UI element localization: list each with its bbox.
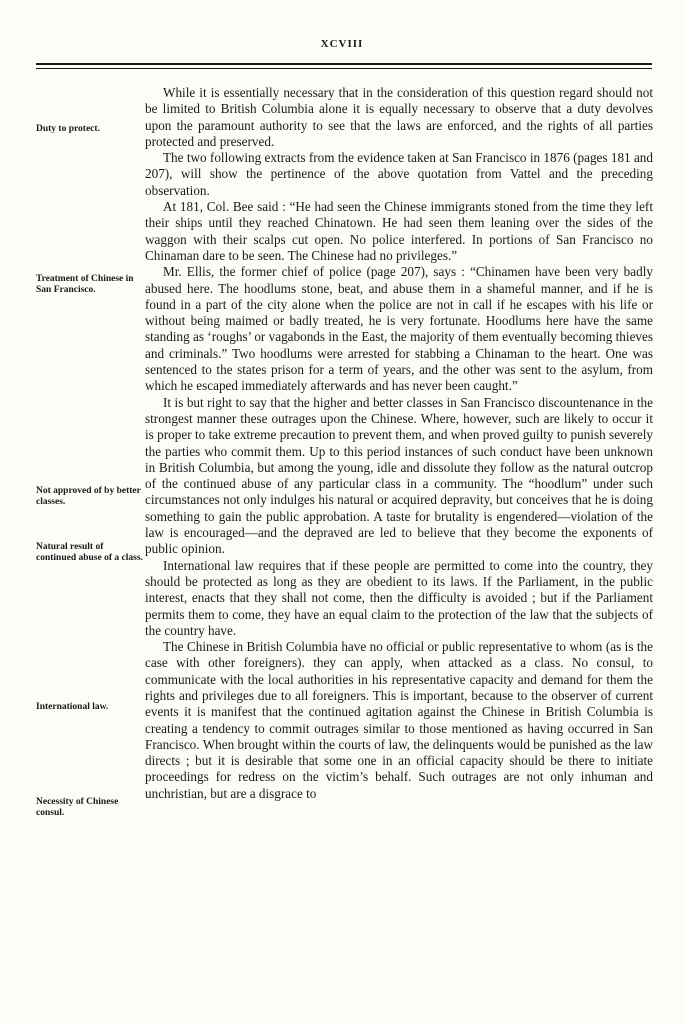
paragraph-international-law: International law requires that if these people are permitted to come into the country, they should be protected as long as they are obedient to its laws. If the Parliament, in the public interest, enacts that they shall not come, then the difficulty is avoided ; but if the Parliament permits them to come, they have an equal claim to the protection of the law that the subjects of the country have. [145,557,653,638]
header-rule-thin [36,68,652,69]
paragraph-extracts: The two following extracts from the evidence taken at San Francisco in 1876 (pages 181 and 207), will show the pertinence of the above quotation from Vattel and the preceding observation. [145,150,653,198]
margin-note-not-approved: Not approved of by better classes. [36,486,141,507]
body-text [145,85,653,802]
paragraph-mr-ellis: Mr. Ellis, the former chief of police (page 207), says : “Chinamen have been very badly abused here. The hoodlums stone, beat, and abuse them in a shameful manner, and if he is found in a part of the city alone when the police are not in call if he escapes with his life or without being maimed or badly treated, he is very fortunate. Hoodlums here have the same standing as ‘roughs’ or vagabonds in the East, the majority of them eventually becoming thieves and criminals.” Two hoodlums were arrested for stabbing a Chinaman to the heart. One was sentenced to the states prison for a term of years, and the other was sent to the asylum, from which he escaped immediately afterwards and has never been caught.” [145,264,653,394]
paragraph-duty: While it is essentially necessary that in the consideration of this question regard should not be limited to British Columbia alone it is equally necessary to observe that a duty devolves upon the paramount authority to see that the laws are enforced, and the rights of all parties protected and preserved. [145,85,653,149]
page-number: XCVIII [320,38,364,50]
margin-note-treatment-of-chinese: Treatment of Chinese in San Francisco. [36,274,134,295]
margin-note-duty-to-protect: Duty to protect. [36,124,100,134]
paragraph-chinese-consul: The Chinese in British Columbia have no official or public representative to whom (as is the case with other foreigners). they can apply, when attacked as a class. No consul, to communicate with the local authorities in his representative capacity and demand for them the rights and privileges due to all foreigners. This is important, because to the observer of current events it is manifest that the continued agitation against the Chinese in British Columbia is creating a tendency to commit outrages similar to those mentioned as having occurred in San Francisco. When brought within the courts of law, the delinquents would be punished as the law directs ; but it is desirable that some one in an official capacity should be there to initiate proceedings for redress on the victim’s behalf. Such outrages are not only inhuman and unchristian, but are a disgrace to [145,639,653,801]
header-rule-thick [36,63,652,65]
margin-note-international-law: International law. [36,702,109,712]
paragraph-better-classes: It is but right to say that the higher and better classes in San Francisco discountenance in the strongest manner these outrages upon the Chinese. Where, however, such are likely to occur it is proper to take extreme precaution to prevent them, and when proved guilty to punish severely the parties who commit them. Up to this period instances of such conduct have been unknown in British Columbia, but among the young, idle and dissolute they follow as the natural outcrop of the continued abuse of any particular class in a community. The “hoodlum” under such circumstances not only indulges his natural or acquired depravity, but conceives that he is doing something to gain the public approbation. A taste for brutality is engendered—violation of the law is encouraged—and the depraved are led to believe that they become the exponents of public opinion. [145,394,653,557]
paragraph-col-bee: At 181, Col. Bee said : “He had seen the Chinese immigrants stoned from the time they left their ships until they reached Chinatown. He had seen them leaning over the sides of the waggon with their scalps cut open. No police interfered. In portions of San Francisco no Chinaman dare to be seen. The Chinese had no privileges.” [145,199,653,263]
margin-note-natural-result: Natural result of continued abuse of a class. [36,542,143,563]
margin-note-chinese-consul: Necessity of Chinese consul. [36,797,119,818]
